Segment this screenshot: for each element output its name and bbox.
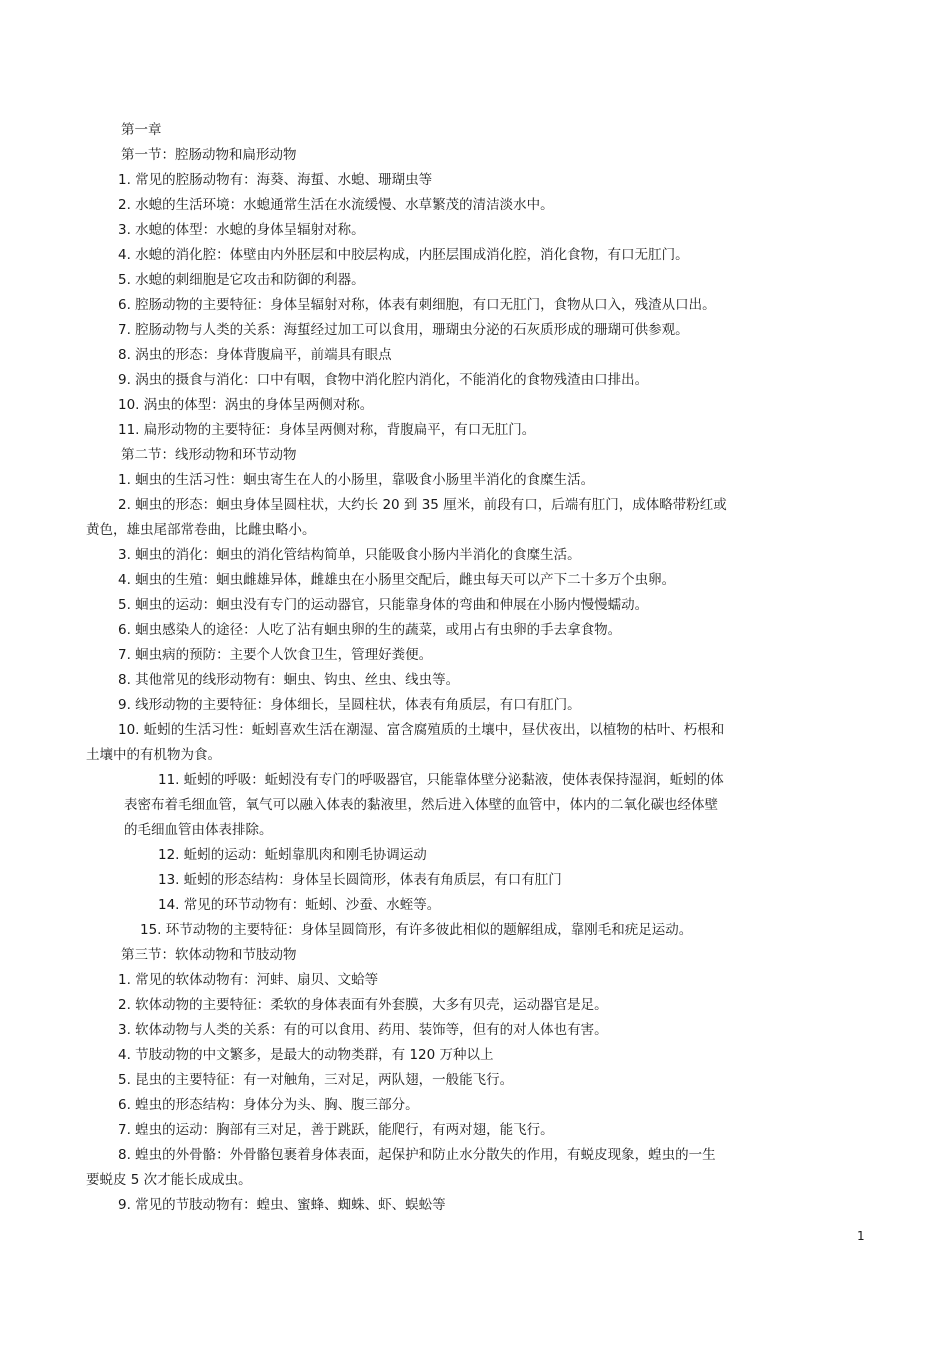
text-line: 1. 常见的腔肠动物有：海葵、海蜇、水螅、珊瑚虫等 [118,172,433,188]
text-line: 13. 蚯蚓的形态结构：身体呈长圆筒形，体表有角质层，有口有肛门 [158,872,562,888]
text-line: 1. 蛔虫的生活习性：蛔虫寄生在人的小肠里，靠吸食小肠里半消化的食糜生活。 [118,472,595,488]
text-line: 7. 蛔虫病的预防：主要个人饮食卫生，管理好粪便。 [118,647,433,663]
section-heading: 第三节：软体动物和节肢动物 [121,947,297,963]
text-line: 3. 软体动物与人类的关系：有的可以食用、药用、装饰等，但有的对人体也有害。 [118,1022,608,1038]
text-line: 3. 水螅的体型：水螅的身体呈辐射对称。 [118,222,365,238]
text-line: 3. 蛔虫的消化：蛔虫的消化管结构简单，只能吸食小肠内半消化的食糜生活。 [118,547,581,563]
text-line: 15. 环节动物的主要特征：身体呈圆筒形，有许多彼此相似的题解组成，靠刚毛和疣足运动。 [140,922,693,938]
text-line: 4. 蛔虫的生殖：蛔虫雌雄异体，雌雄虫在小肠里交配后，雌虫每天可以产下二十多万个虫卵。 [118,572,676,588]
section-heading: 第一节：腔肠动物和扁形动物 [121,147,297,163]
text-line: 10. 涡虫的体型：涡虫的身体呈两侧对称。 [118,397,374,413]
text-line: 5. 蛔虫的运动：蛔虫没有专门的运动器官，只能靠身体的弯曲和伸展在小肠内慢慢蠕动。 [118,597,649,613]
text-line: 1. 常见的软体动物有：河蚌、扇贝、文蛤等 [118,972,379,988]
text-line: 2. 水螅的生活环境：水螅通常生活在水流缓慢、水草繁茂的清洁淡水中。 [118,197,554,213]
text-line: 土壤中的有机物为食。 [86,747,221,763]
text-line: 4. 节肢动物的中文繁多，是最大的动物类群，有 120 万种以上 [118,1047,494,1063]
text-line: 11. 扁形动物的主要特征：身体呈两侧对称，背腹扁平，有口无肛门。 [118,422,536,438]
text-line: 4. 水螅的消化腔：体壁由内外胚层和中胶层构成，内胚层围成消化腔，消化食物，有口无肛门。 [118,247,689,263]
text-line: 9. 涡虫的摄食与消化：口中有咽，食物中消化腔内消化，不能消化的食物残渣由口排出。 [118,372,649,388]
text-line: 9. 常见的节肢动物有：蝗虫、蜜蜂、蜘蛛、虾、蜈蚣等 [118,1197,446,1213]
text-line: 12. 蚯蚓的运动：蚯蚓靠肌肉和刚毛协调运动 [158,847,427,863]
text-line: 黄色，雄虫尾部常卷曲，比雌虫略小。 [86,522,316,538]
text-line: 8. 其他常见的线形动物有：蛔虫、钩虫、丝虫、线虫等。 [118,672,460,688]
text-line: 14. 常见的环节动物有：蚯蚓、沙蚕、水蛭等。 [158,897,441,913]
section-heading: 第二节：线形动物和环节动物 [121,447,297,463]
page-number: 1 [857,1229,865,1243]
text-line: 6. 蛔虫感染人的途径：人吃了沾有蛔虫卵的生的蔬菜，或用占有虫卵的手去拿食物。 [118,622,622,638]
text-line: 的毛细血管由体表排除。 [124,822,273,838]
text-line: 10. 蚯蚓的生活习性：蚯蚓喜欢生活在潮湿、富含腐殖质的土壤中，昼伏夜出，以植物的枯叶、朽根和 [118,722,725,738]
text-line: 5. 昆虫的主要特征：有一对触角，三对足，两队翅，一般能飞行。 [118,1072,514,1088]
text-line: 2. 蛔虫的形态：蛔虫身体呈圆柱状，大约长 20 到 35 厘米，前段有口，后端有肛门，成体略带粉红或 [118,497,727,513]
text-line: 7. 腔肠动物与人类的关系：海蜇经过加工可以食用，珊瑚虫分泌的石灰质形成的珊瑚可供参观。 [118,322,689,338]
text-line: 要蜕皮 5 次才能长成成虫。 [86,1172,252,1188]
text-line: 8. 涡虫的形态：身体背腹扁平，前端具有眼点 [118,347,392,363]
text-line: 5. 水螅的刺细胞是它攻击和防御的利器。 [118,272,365,288]
text-line: 9. 线形动物的主要特征：身体细长，呈圆柱状，体表有角质层，有口有肛门。 [118,697,581,713]
text-line: 6. 蝗虫的形态结构：身体分为头、胸、腹三部分。 [118,1097,419,1113]
text-line: 11. 蚯蚓的呼吸：蚯蚓没有专门的呼吸器官，只能靠体壁分泌黏液，使体表保持湿润，蚯蚓的体 [158,772,724,788]
chapter-heading: 第一章 [121,122,162,138]
text-line: 表密布着毛细血管，氧气可以融入体表的黏液里，然后进入体壁的血管中，体内的二氧化碳也经体壁 [124,797,718,813]
text-line: 2. 软体动物的主要特征：柔软的身体表面有外套膜，大多有贝壳，运动器官是足。 [118,997,608,1013]
text-line: 7. 蝗虫的运动：胸部有三对足，善于跳跃，能爬行，有两对翅，能飞行。 [118,1122,554,1138]
text-line: 8. 蝗虫的外骨骼：外骨骼包裹着身体表面，起保护和防止水分散失的作用，有蜕皮现象，蝗虫的一生 [118,1147,716,1163]
text-line: 6. 腔肠动物的主要特征：身体呈辐射对称，体表有刺细胞，有口无肛门，食物从口入，残渣从口出。 [118,297,716,313]
